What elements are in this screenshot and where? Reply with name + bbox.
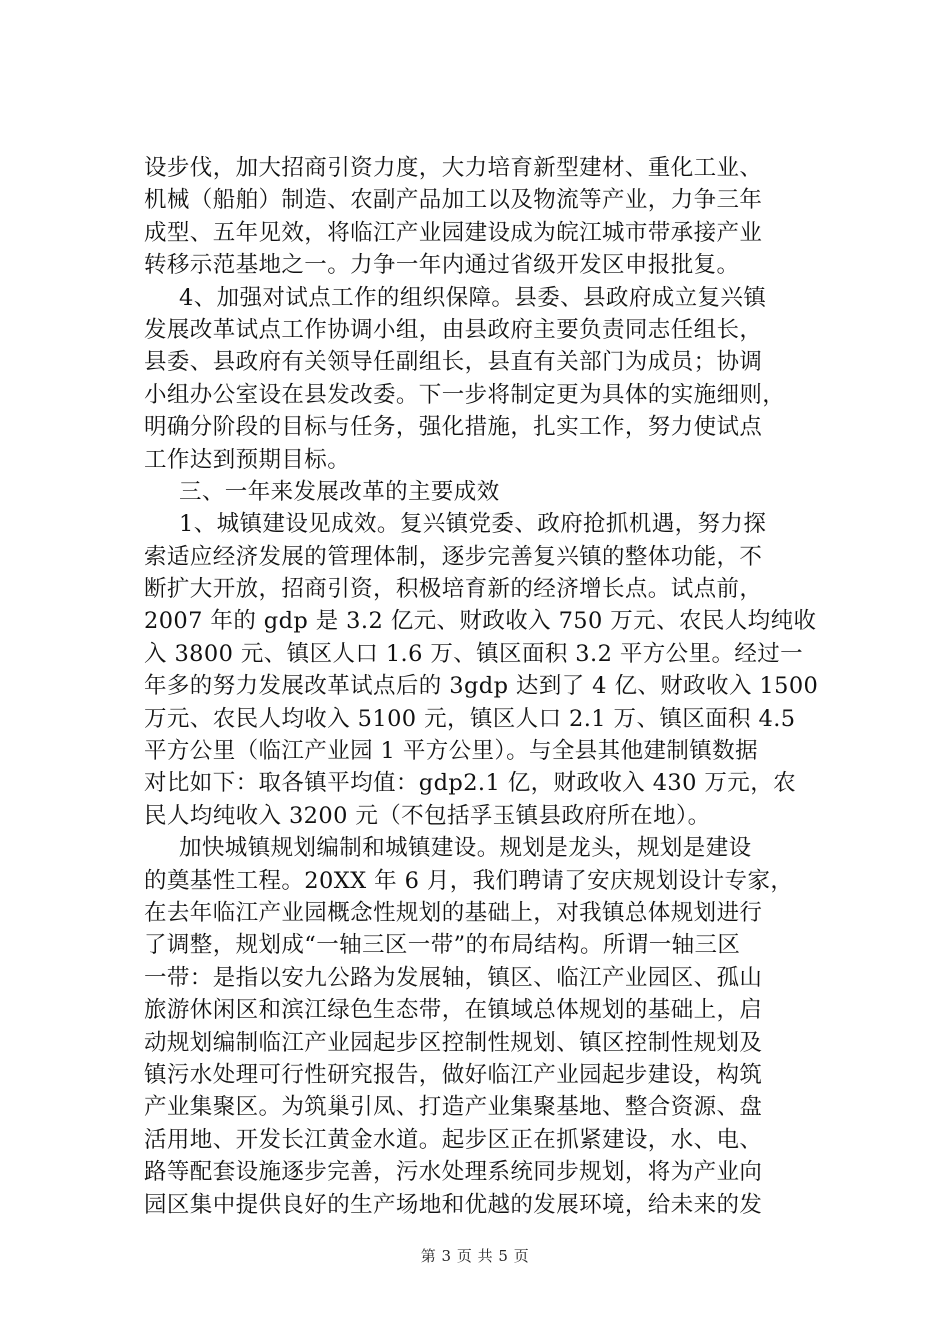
text-line: 转移示范基地之一。力争一年内通过省级开发区申报批复。	[144, 252, 740, 279]
text-line: 产业集聚区。为筑巢引凤、打造产业集聚基地、整合资源、盘	[144, 1094, 763, 1121]
paragraph-start-line: 1、城镇建设见成效。复兴镇党委、政府抢抓机遇，努力探	[179, 511, 767, 538]
text-line: 断扩大开放，招商引资，积极培育新的经济增长点。试点前，	[144, 576, 763, 603]
text-line: 路等配套设施逐步完善，污水处理系统同步规划，将为产业向	[144, 1159, 763, 1186]
text-line: 平方公里（临江产业园 1 平方公里）。与全县其他建制镇数据	[144, 738, 758, 765]
text-line: 活用地、开发长江黄金水道。起步区正在抓紧建设，水、电、	[144, 1126, 763, 1153]
text-line: 发展改革试点工作协调小组，由县政府主要负责同志任组长，	[144, 316, 763, 343]
page-number-footer: 第 3 页 共 5 页	[420, 1247, 530, 1265]
text-line: 对比如下：取各镇平均值：gdp2.1 亿，财政收入 430 万元，农	[144, 770, 796, 797]
text-line: 索适应经济发展的管理体制，逐步完善复兴镇的整体功能，不	[144, 543, 763, 570]
text-line: 园区集中提供良好的生产场地和优越的发展环境，给未来的发	[144, 1191, 763, 1218]
text-line: 镇污水处理可行性研究报告，做好临江产业园起步建设，构筑	[144, 1061, 763, 1088]
text-line: 一带：是指以安九公路为发展轴，镇区、临江产业园区、孤山	[144, 964, 763, 991]
section-heading: 三、一年来发展改革的主要成效	[179, 478, 500, 505]
text-line: 旅游休闲区和滨江绿色生态带，在镇域总体规划的基础上，启	[144, 997, 763, 1024]
text-line: 年多的努力发展改革试点后的 3gdp 达到了 4 亿、财政收入 1500	[144, 673, 819, 700]
document-body	[144, 152, 824, 1221]
text-line: 入 3800 元、镇区人口 1.6 万、镇区面积 3.2 平方公里。经过一	[144, 640, 804, 667]
text-line: 明确分阶段的目标与任务，强化措施，扎实工作，努力使试点	[144, 414, 763, 441]
text-line: 民人均纯收入 3200 元（不包括孚玉镇县政府所在地）。	[144, 802, 711, 829]
text-line: 设步伐，加大招商引资力度，大力培育新型建材、重化工业、	[144, 155, 763, 181]
text-line: 在去年临江产业园概念性规划的基础上，对我镇总体规划进行	[144, 899, 763, 926]
text-line: 成型、五年见效，将临江产业园建设成为皖江城市带承接产业	[144, 219, 763, 246]
paragraph-start-line: 4、加强对试点工作的组织保障。县委、县政府成立复兴镇	[179, 284, 767, 311]
text-line: 机械（船舶）制造、农副产品加工以及物流等产业，力争三年	[144, 187, 763, 214]
paragraph-start-line: 加快城镇规划编制和城镇建设。规划是龙头，规划是建设	[179, 835, 752, 862]
text-line: 县委、县政府有关领导任副组长，县直有关部门为成员；协调	[144, 349, 763, 376]
text-line: 2007 年的 gdp 是 3.2 亿元、财政收入 750 万元、农民人均纯收	[144, 608, 817, 635]
text-line: 动规划编制临江产业园起步区控制性规划、镇区控制性规划及	[144, 1029, 763, 1056]
text-line: 的奠基性工程。20XX 年 6 月，我们聘请了安庆规划设计专家，	[144, 867, 794, 894]
text-line: 小组办公室设在县发改委。下一步将制定更为具体的实施细则，	[144, 381, 786, 408]
text-line: 万元、农民人均收入 5100 元，镇区人口 2.1 万、镇区面积 4.5	[144, 705, 796, 732]
text-line: 工作达到预期目标。	[144, 446, 351, 473]
text-line: 了调整，规划成“一轴三区一带”的布局结构。所谓一轴三区	[144, 932, 741, 959]
